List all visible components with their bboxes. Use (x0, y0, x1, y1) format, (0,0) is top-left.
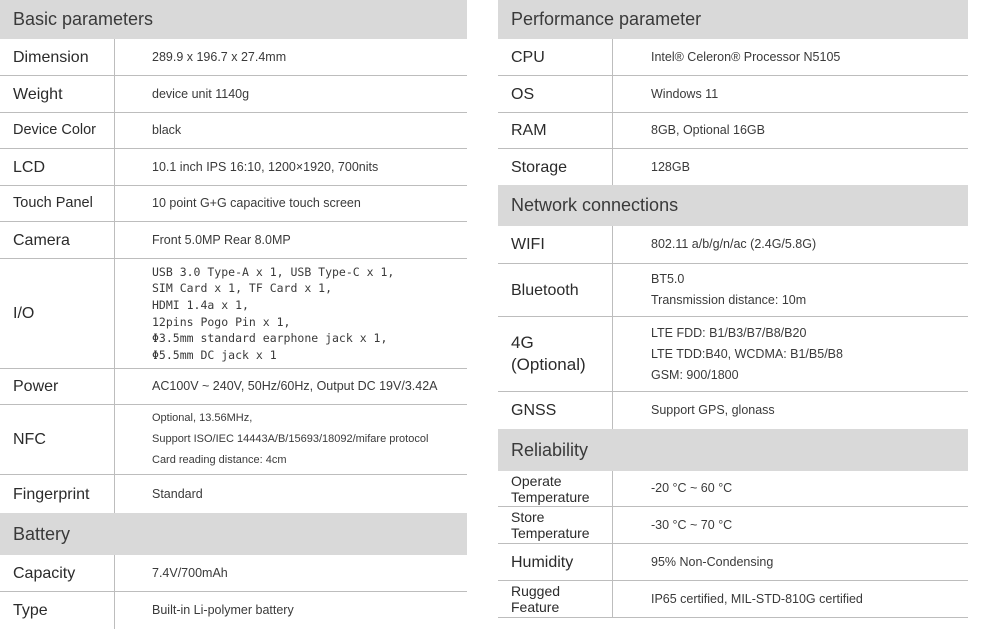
spec-value: 128GB (651, 159, 690, 174)
spec-value: -30 °C ~ 70 °C (651, 517, 733, 532)
spec-key: Touch Panel (0, 186, 115, 221)
spec-row-weight (0, 76, 467, 113)
spec-key: RAM (498, 113, 613, 148)
spec-key: OS (498, 76, 613, 112)
spec-value: Support GPS, glonass (651, 403, 775, 418)
spec-row-gnss (498, 392, 968, 429)
spec-value: 95% Non-Condensing (651, 554, 774, 569)
spec-row-io (0, 259, 467, 369)
spec-row-fingerprint (0, 475, 467, 513)
spec-row-4g (498, 317, 968, 392)
spec-key: GNSS (498, 392, 613, 429)
spec-key: NFC (0, 405, 115, 474)
spec-row-nfc (0, 405, 467, 475)
spec-row-bluetooth (498, 264, 968, 317)
spec-row-store-temperature (498, 507, 968, 544)
spec-value: LTE FDD: B1/B3/B7/B8/B20 LTE TDD:B40, WCDMA: B1/B5/B8 GSM: 900/1800 (651, 325, 843, 382)
spec-row-rugged-feature (498, 581, 968, 618)
spec-key: Power (0, 369, 115, 404)
spec-row-camera (0, 222, 467, 259)
spec-value: 802.11 a/b/g/n/ac (2.4G/5.8G) (651, 237, 817, 252)
spec-value: AC100V ~ 240V, 50Hz/60Hz, Output DC 19V/3.42A (152, 379, 438, 394)
spec-value: -20 °C ~ 60 °C (651, 481, 733, 496)
spec-key: WIFI (498, 226, 613, 263)
right-column (498, 0, 968, 618)
spec-row-capacity (0, 555, 467, 592)
spec-row-lcd (0, 149, 467, 186)
spec-value: 8GB, Optional 16GB (651, 123, 765, 138)
left-column (0, 0, 467, 629)
spec-value: Intel® Celeron® Processor N5105 (651, 49, 841, 64)
spec-value: Windows 11 (651, 86, 719, 101)
section-header-reliability: Reliability (498, 429, 968, 471)
spec-key: I/O (0, 259, 115, 368)
spec-value: 10.1 inch IPS 16:10, 1200×1920, 700nits (152, 159, 379, 174)
spec-value: Front 5.0MP Rear 8.0MP (152, 232, 291, 247)
spec-value: 7.4V/700mAh (152, 565, 228, 580)
spec-row-type (0, 592, 467, 629)
spec-key: Rugged Feature (498, 581, 613, 617)
spec-row-operate-temperature (498, 471, 968, 507)
spec-key: LCD (0, 149, 115, 185)
spec-value: 10 point G+G capacitive touch screen (152, 196, 361, 211)
spec-key: Type (0, 592, 115, 629)
spec-row-ram (498, 113, 968, 149)
spec-key: Humidity (498, 544, 613, 580)
spec-value: Optional, 13.56MHz, Support ISO/IEC 14443A/B/15693/18092/mifare protocol Card reading distance: 4cm (152, 412, 429, 466)
section-header-basic-parameters: Basic parameters (0, 0, 467, 39)
spec-row-touch-panel (0, 186, 467, 222)
spec-value: Standard (152, 486, 203, 501)
spec-key: CPU (498, 39, 613, 75)
spec-key: Capacity (0, 555, 115, 591)
spec-value: USB 3.0 Type-A x 1, USB Type-C x 1, SIM Card x 1, TF Card x 1, HDMI 1.4a x 1, 12pins Pogo Pin x 1, Φ3.5mm standard earphone jack x 1, Φ5.5mm DC jack x 1 (152, 264, 395, 362)
spec-key: Camera (0, 222, 115, 258)
spec-row-power (0, 369, 467, 405)
spec-row-cpu (498, 39, 968, 76)
spec-value: 289.9 x 196.7 x 27.4mm (152, 49, 287, 64)
spec-key: Storage (498, 149, 613, 185)
spec-key: Weight (0, 76, 115, 112)
spec-row-wifi (498, 226, 968, 264)
spec-row-os (498, 76, 968, 113)
spec-key: 4G (Optional) (498, 317, 613, 391)
spec-row-dimension (0, 39, 467, 76)
spec-key: Store Temperature (498, 507, 613, 543)
spec-value: Built-in Li-polymer battery (152, 603, 294, 618)
spec-value: black (152, 123, 182, 138)
spec-value: device unit 1140g (152, 86, 250, 101)
spec-row-storage (498, 149, 968, 185)
section-header-performance-parameter: Performance parameter (498, 0, 968, 39)
spec-key: Fingerprint (0, 475, 115, 513)
section-header-network-connections: Network connections (498, 185, 968, 226)
spec-key: Bluetooth (498, 264, 613, 316)
spec-row-device-color (0, 113, 467, 149)
spec-key: Dimension (0, 39, 115, 75)
spec-key: Device Color (0, 113, 115, 148)
spec-key: Operate Temperature (498, 471, 613, 506)
section-header-battery: Battery (0, 513, 467, 555)
spec-value: BT5.0 Transmission distance: 10m (651, 272, 807, 307)
spec-value: IP65 certified, MIL-STD-810G certified (651, 591, 863, 606)
spec-row-humidity (498, 544, 968, 581)
